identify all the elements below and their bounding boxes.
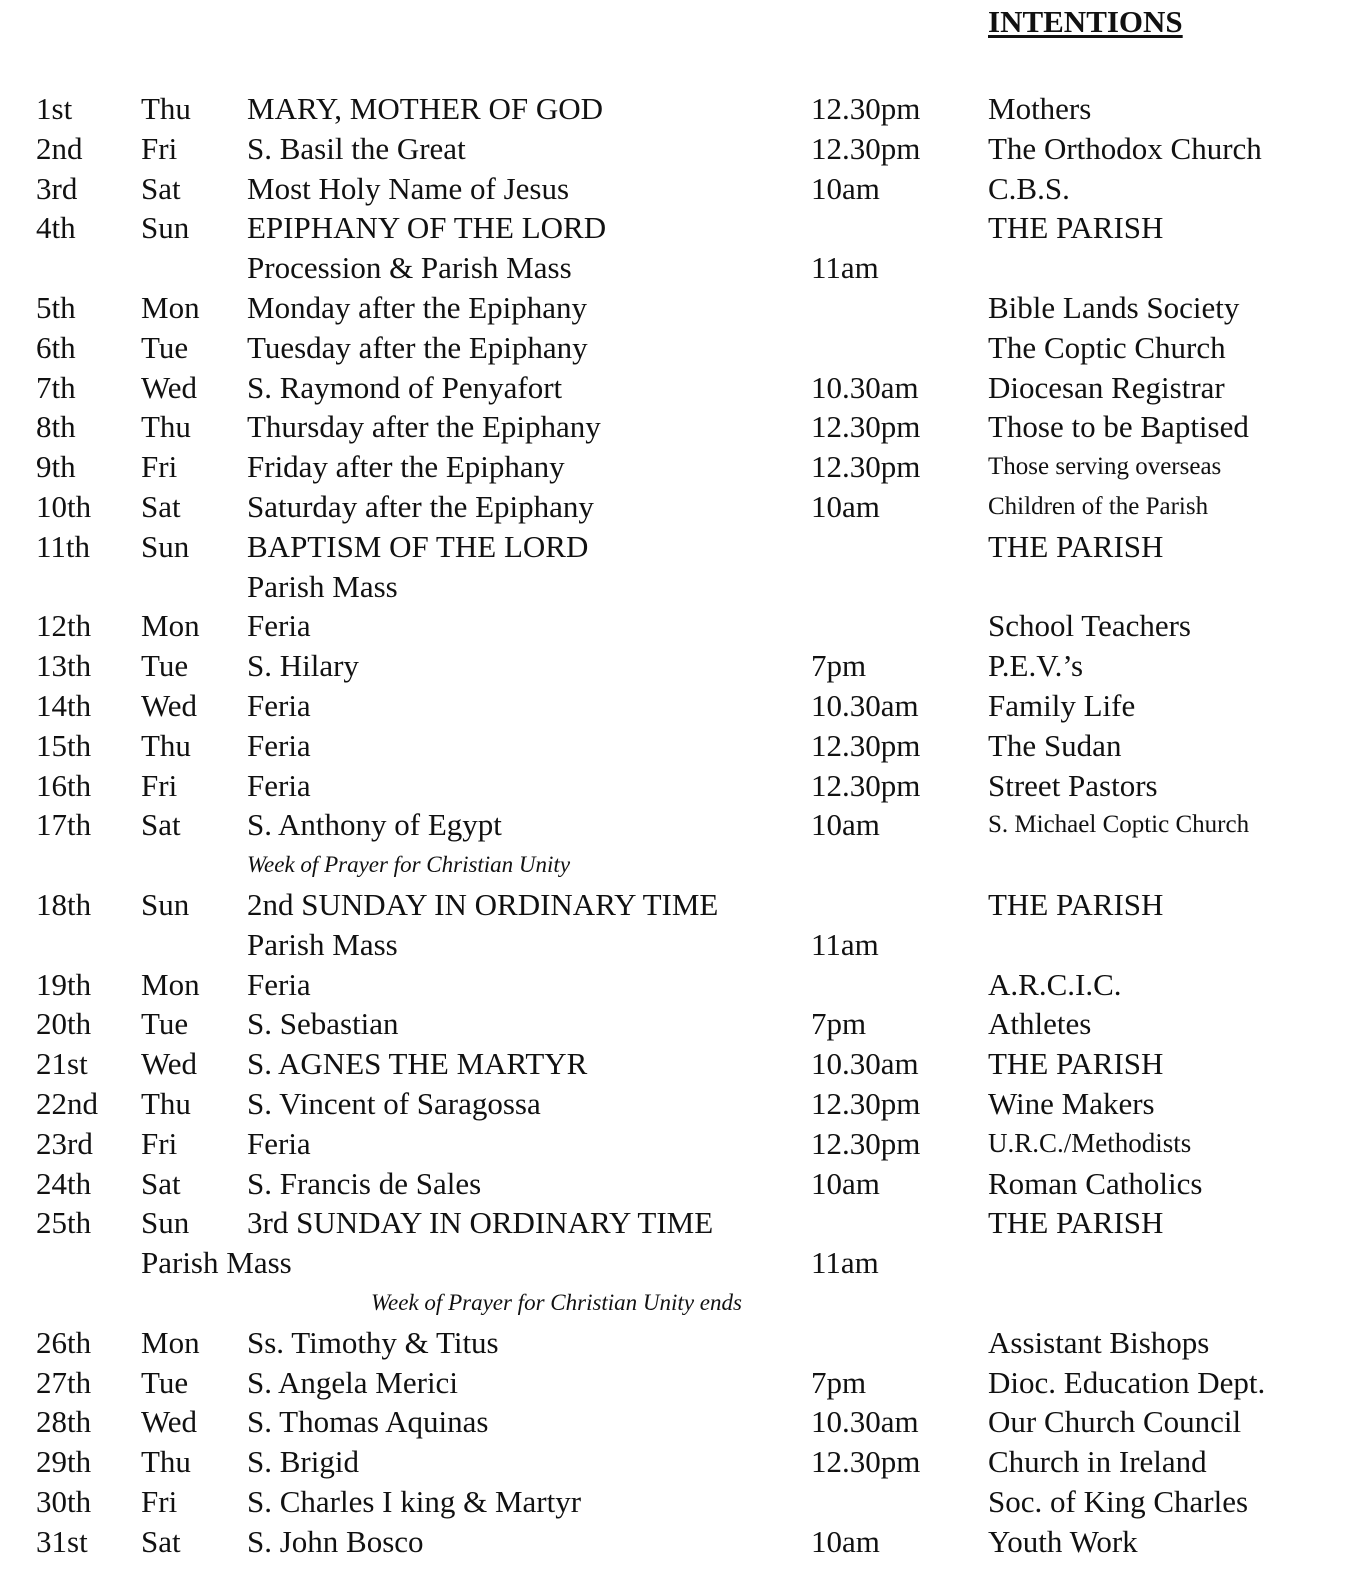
day-cell: Sun xyxy=(141,210,190,246)
feast-cell: Most Holy Name of Jesus xyxy=(247,170,570,206)
calendar-row xyxy=(0,527,1350,567)
feast-cell: Friday after the Epiphany xyxy=(247,449,565,485)
calendar-row xyxy=(0,1402,1350,1442)
day-cell: Thu xyxy=(141,409,191,445)
date-cell: 28th xyxy=(36,1404,92,1440)
intention-cell: Athletes xyxy=(988,1006,1092,1042)
time-cell: 12.30pm xyxy=(811,767,921,803)
intention-cell: THE PARISH xyxy=(988,1046,1164,1082)
time-cell: 10am xyxy=(811,807,880,843)
feast-cell: Ss. Timothy & Titus xyxy=(247,1324,499,1360)
feast-cell: Feria xyxy=(247,966,311,1002)
feast-cell: MARY, MOTHER OF GOD xyxy=(247,91,603,126)
time-cell: 7pm xyxy=(811,1364,867,1400)
day-cell: Wed xyxy=(141,369,198,405)
time-cell: 11am xyxy=(811,1245,879,1281)
time-cell: 12.30pm xyxy=(811,1444,921,1480)
calendar-row xyxy=(0,925,1350,965)
date-cell: 18th xyxy=(36,886,92,922)
date-cell: 24th xyxy=(36,1165,92,1201)
intention-cell: Dioc. Education Dept. xyxy=(988,1364,1266,1400)
time-cell: 10am xyxy=(811,488,880,524)
intention-cell: THE PARISH xyxy=(988,1205,1164,1241)
date-cell: 12th xyxy=(36,608,92,644)
date-cell: 19th xyxy=(36,966,92,1002)
date-cell: 26th xyxy=(36,1324,92,1360)
time-cell: 12.30pm xyxy=(811,449,921,485)
calendar-row xyxy=(0,567,1350,607)
day-cell: Wed xyxy=(141,1404,198,1440)
calendar-row xyxy=(0,328,1350,368)
intention-cell: Street Pastors xyxy=(988,767,1158,803)
calendar-row xyxy=(0,1203,1350,1243)
calendar-row xyxy=(0,487,1350,527)
day-cell: Sun xyxy=(141,1205,190,1241)
time-cell: 10.30am xyxy=(811,1046,919,1082)
day-cell: Sat xyxy=(141,807,181,843)
date-cell: 1st xyxy=(36,91,73,126)
calendar-row xyxy=(0,89,1350,129)
date-cell: 20th xyxy=(36,1006,92,1042)
feast-cell: 2nd SUNDAY IN ORDINARY TIME xyxy=(247,886,719,922)
date-cell: 17th xyxy=(36,807,92,843)
feast-cell: S. Hilary xyxy=(247,648,359,684)
day-cell: Sat xyxy=(141,1165,181,1201)
day-cell: Fri xyxy=(141,449,178,485)
day-cell: Thu xyxy=(141,1085,191,1121)
intention-cell: C.B.S. xyxy=(988,170,1070,206)
date-cell: 22nd xyxy=(36,1085,98,1121)
day-cell: Sat xyxy=(141,488,181,524)
feast-cell: BAPTISM OF THE LORD xyxy=(247,528,589,564)
calendar-table xyxy=(0,89,1350,1561)
intention-cell: Our Church Council xyxy=(988,1404,1242,1440)
calendar-row xyxy=(0,1522,1350,1562)
calendar-row xyxy=(0,1482,1350,1522)
date-cell: 8th xyxy=(36,409,76,445)
intention-cell: A.R.C.I.C. xyxy=(988,966,1122,1002)
calendar-row xyxy=(0,726,1350,766)
date-cell: 3rd xyxy=(36,170,78,206)
feast-cell: S. John Bosco xyxy=(247,1523,424,1559)
time-cell: 12.30pm xyxy=(811,130,921,166)
date-cell: 13th xyxy=(36,648,92,684)
calendar-row xyxy=(0,1084,1350,1124)
calendar-row xyxy=(0,1323,1350,1363)
intention-cell: Church in Ireland xyxy=(988,1444,1207,1480)
feast-cell: EPIPHANY OF THE LORD xyxy=(247,210,607,246)
calendar-row xyxy=(0,208,1350,248)
calendar-row xyxy=(0,1164,1350,1204)
feast-cell: S. Francis de Sales xyxy=(247,1165,482,1201)
intention-cell: Soc. of King Charles xyxy=(988,1483,1249,1519)
day-cell: Mon xyxy=(141,608,200,644)
calendar-row xyxy=(0,606,1350,646)
feast-cell: Thursday after the Epiphany xyxy=(247,409,601,445)
calendar-row xyxy=(0,1004,1350,1044)
feast-cell: 3rd SUNDAY IN ORDINARY TIME xyxy=(247,1205,714,1241)
calendar-row xyxy=(0,129,1350,169)
time-cell: 10am xyxy=(811,170,880,206)
feast-cell: Parish Mass xyxy=(247,926,398,962)
intention-cell: The Orthodox Church xyxy=(988,130,1262,166)
intention-cell: Those serving overseas xyxy=(988,453,1222,481)
feast-cell: Feria xyxy=(247,767,311,803)
time-cell: 10am xyxy=(811,1523,880,1559)
feast-cell: Feria xyxy=(247,1125,311,1161)
feast-cell: Monday after the Epiphany xyxy=(247,289,588,325)
feast-cell: Feria xyxy=(247,687,311,723)
intention-cell: THE PARISH xyxy=(988,210,1164,246)
day-cell: Tue xyxy=(141,1006,189,1042)
date-cell: 30th xyxy=(36,1483,92,1519)
time-cell: 12.30pm xyxy=(811,1085,921,1121)
day-cell: Thu xyxy=(141,91,191,126)
feast-cell: Procession & Parish Mass xyxy=(247,250,572,286)
date-cell: 10th xyxy=(36,488,92,524)
intention-cell: The Sudan xyxy=(988,727,1122,763)
intention-cell: Bible Lands Society xyxy=(988,289,1240,325)
feast-cell: Parish Mass xyxy=(141,1245,292,1281)
feast-cell: S. Sebastian xyxy=(247,1006,399,1042)
day-cell: Mon xyxy=(141,966,200,1002)
date-cell: 11th xyxy=(36,528,90,564)
time-cell: 10.30am xyxy=(811,1404,919,1440)
calendar-row xyxy=(0,248,1350,288)
day-cell: Sat xyxy=(141,170,181,206)
intention-cell: Those to be Baptised xyxy=(988,409,1249,445)
time-cell: 12.30pm xyxy=(811,409,921,445)
note-text: Week of Prayer for Christian Unity xyxy=(247,852,571,878)
time-cell: 10am xyxy=(811,1165,880,1201)
note-text: Week of Prayer for Christian Unity ends xyxy=(371,1289,742,1315)
intention-cell: Diocesan Registrar xyxy=(988,369,1225,405)
intention-cell: U.R.C./Methodists xyxy=(988,1127,1192,1158)
intention-cell: Mothers xyxy=(988,91,1092,126)
calendar-row xyxy=(0,1442,1350,1482)
date-cell: 7th xyxy=(36,369,76,405)
day-cell: Mon xyxy=(141,1324,200,1360)
date-cell: 25th xyxy=(36,1205,92,1241)
date-cell: 14th xyxy=(36,687,92,723)
intention-cell: S. Michael Coptic Church xyxy=(988,811,1250,839)
calendar-row xyxy=(0,1243,1350,1283)
feast-cell: Feria xyxy=(247,608,311,644)
time-cell: 12.30pm xyxy=(811,1125,921,1161)
intention-cell: School Teachers xyxy=(988,608,1191,644)
calendar-row xyxy=(0,805,1350,845)
day-cell: Sun xyxy=(141,886,190,922)
day-cell: Tue xyxy=(141,648,189,684)
intention-cell: Family Life xyxy=(988,687,1136,723)
time-cell: 10.30am xyxy=(811,687,919,723)
intention-cell: The Coptic Church xyxy=(988,329,1226,365)
time-cell: 12.30pm xyxy=(811,727,921,763)
day-cell: Tue xyxy=(141,1364,189,1400)
intention-cell: Youth Work xyxy=(988,1523,1138,1559)
day-cell: Sat xyxy=(141,1523,181,1559)
calendar-row xyxy=(0,407,1350,447)
intention-cell: Assistant Bishops xyxy=(988,1324,1210,1360)
calendar-row xyxy=(0,447,1350,487)
date-cell: 9th xyxy=(36,449,76,485)
note-row xyxy=(0,1283,1350,1323)
date-cell: 16th xyxy=(36,767,92,803)
date-cell: 4th xyxy=(36,210,76,246)
feast-cell: S. Anthony of Egypt xyxy=(247,807,502,843)
day-cell: Fri xyxy=(141,1483,178,1519)
calendar-row xyxy=(0,169,1350,209)
date-cell: 6th xyxy=(36,329,76,365)
note-row xyxy=(0,845,1350,885)
intention-cell: THE PARISH xyxy=(988,528,1164,564)
calendar-row xyxy=(0,1124,1350,1164)
feast-cell: S. Thomas Aquinas xyxy=(247,1404,489,1440)
date-cell: 2nd xyxy=(36,130,83,166)
date-cell: 5th xyxy=(36,289,76,325)
intentions-heading: INTENTIONS xyxy=(988,4,1183,39)
feast-cell: Parish Mass xyxy=(247,568,398,604)
intention-cell: THE PARISH xyxy=(988,886,1164,922)
day-cell: Thu xyxy=(141,727,191,763)
day-cell: Fri xyxy=(141,130,178,166)
intention-cell: Roman Catholics xyxy=(988,1165,1203,1201)
calendar-row xyxy=(0,1363,1350,1403)
date-cell: 23rd xyxy=(36,1125,93,1161)
day-cell: Wed xyxy=(141,1046,198,1082)
feast-cell: S. Charles I king & Martyr xyxy=(247,1483,582,1519)
calendar-row xyxy=(0,686,1350,726)
time-cell: 11am xyxy=(811,926,879,962)
day-cell: Sun xyxy=(141,528,190,564)
time-cell: 11am xyxy=(811,250,879,286)
calendar-row xyxy=(0,1044,1350,1084)
intention-cell: Wine Makers xyxy=(988,1085,1155,1121)
date-cell: 15th xyxy=(36,727,92,763)
feast-cell: S. AGNES THE MARTYR xyxy=(247,1046,588,1082)
day-cell: Fri xyxy=(141,1125,178,1161)
day-cell: Thu xyxy=(141,1444,191,1480)
date-cell: 27th xyxy=(36,1364,92,1400)
feast-cell: S. Angela Merici xyxy=(247,1364,458,1400)
calendar-row xyxy=(0,646,1350,686)
calendar-row xyxy=(0,288,1350,328)
feast-cell: S. Vincent of Saragossa xyxy=(247,1085,541,1121)
date-cell: 21st xyxy=(36,1046,88,1082)
date-cell: 31st xyxy=(36,1523,88,1559)
calendar-row xyxy=(0,885,1350,925)
feast-cell: S. Basil the Great xyxy=(247,130,466,166)
date-cell: 29th xyxy=(36,1444,92,1480)
feast-cell: S. Raymond of Penyafort xyxy=(247,369,563,405)
calendar-row xyxy=(0,965,1350,1005)
day-cell: Fri xyxy=(141,767,178,803)
feast-cell: S. Brigid xyxy=(247,1444,359,1480)
day-cell: Tue xyxy=(141,329,189,365)
time-cell: 7pm xyxy=(811,1006,867,1042)
intention-cell: P.E.V.’s xyxy=(988,648,1084,684)
calendar-row xyxy=(0,368,1350,408)
feast-cell: Tuesday after the Epiphany xyxy=(247,329,588,365)
time-cell: 7pm xyxy=(811,648,867,684)
feast-cell: Saturday after the Epiphany xyxy=(247,488,594,524)
intention-cell: Children of the Parish xyxy=(988,492,1209,520)
time-cell: 12.30pm xyxy=(811,91,921,126)
day-cell: Wed xyxy=(141,687,198,723)
calendar-row xyxy=(0,766,1350,806)
day-cell: Mon xyxy=(141,289,200,325)
feast-cell: Feria xyxy=(247,727,311,763)
time-cell: 10.30am xyxy=(811,369,919,405)
